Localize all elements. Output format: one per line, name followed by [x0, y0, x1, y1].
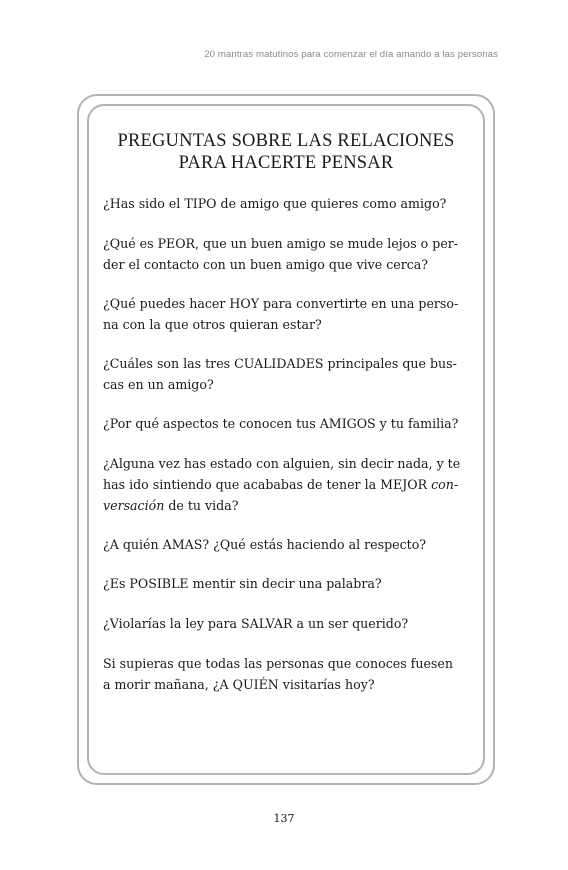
question-line	[103, 474, 475, 495]
question-text-italic: con-	[431, 477, 459, 492]
running-header: 20 mantras matutinos para comenzar el día amando a las personas	[204, 49, 498, 60]
question-line: ¿Alguna vez has estado con alguien, sin decir nada, y te	[103, 456, 461, 471]
question-line: Si supieras que todas las personas que conoces fuesen	[103, 656, 453, 671]
box-title-line: PARA HACERTE PENSAR	[178, 153, 394, 173]
question-7	[103, 534, 475, 555]
question-line: ¿Es POSIBLE mentir sin decir una palabra?	[103, 576, 382, 591]
box-title-line: PREGUNTAS SOBRE LAS RELACIONES	[117, 131, 455, 151]
question-9	[103, 613, 475, 634]
question-line: ¿Cuáles son las tres CUALIDADES principales que bus-	[103, 356, 457, 371]
question-line: a morir mañana, ¿A QUIÉN visitarías hoy?	[103, 677, 375, 692]
question-text: de tu vida?	[164, 498, 239, 513]
page-number: 137	[273, 812, 295, 825]
question-8	[103, 573, 475, 594]
box-title	[87, 130, 485, 174]
question-line	[103, 495, 475, 516]
question-line: na con la que otros quieran estar?	[103, 317, 322, 332]
question-text: has ido sintiendo que acababas de tener la MEJOR	[103, 477, 432, 492]
question-3	[103, 293, 475, 335]
question-line: cas en un amigo?	[103, 377, 214, 392]
question-line: ¿Has sido el TIPO de amigo que quieres como amigo?	[103, 196, 447, 211]
question-6	[103, 453, 475, 516]
question-2	[103, 233, 475, 275]
question-line: ¿Qué puedes hacer HOY para convertirte en una perso-	[103, 296, 459, 311]
question-4	[103, 353, 475, 395]
question-text-italic: versación	[103, 498, 165, 513]
question-1	[103, 193, 475, 214]
question-line: ¿A quién AMAS? ¿Qué estás haciendo al respecto?	[103, 537, 427, 552]
question-line: ¿Por qué aspectos te conocen tus AMIGOS y tu familia?	[103, 416, 459, 431]
question-10	[103, 653, 475, 695]
question-5	[103, 413, 475, 434]
question-line: der el contacto con un buen amigo que vive cerca?	[103, 257, 429, 272]
question-line: ¿Violarías la ley para SALVAR a un ser querido?	[103, 616, 409, 631]
question-line: ¿Qué es PEOR, que un buen amigo se mude lejos o per-	[103, 236, 459, 251]
